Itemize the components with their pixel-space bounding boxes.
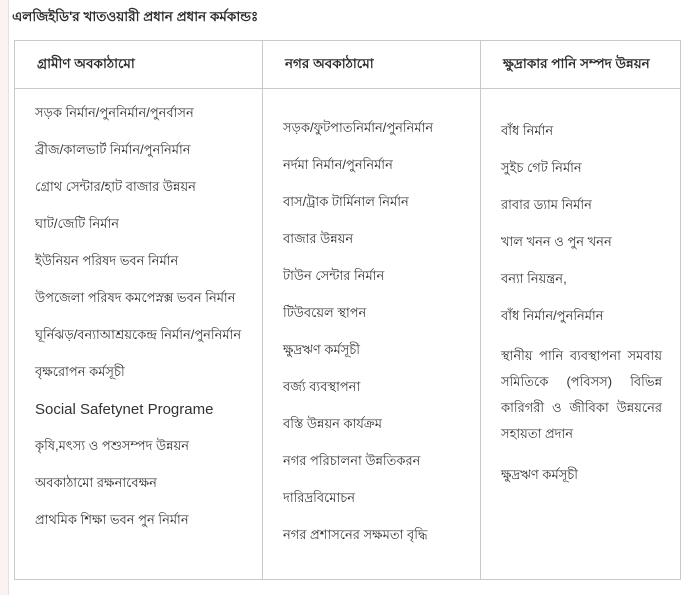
water-resources-cell <box>481 89 681 580</box>
activity-item: টাউন সেন্টার নির্মান <box>283 268 385 283</box>
activity-item: প্রাথমিক শিক্ষা ভবন পুন নির্মান <box>35 512 189 527</box>
activity-item: নগর প্রশাসনের সক্ষমতা বৃদ্ধি <box>283 527 428 542</box>
left-margin-divider <box>0 0 9 595</box>
activity-item: সড়ক নির্মান/পুননির্মান/পুনর্বাসন <box>35 105 194 120</box>
activity-item: বাস/ট্রাক টার্মিনাল নির্মান <box>283 194 409 209</box>
activity-item: Social Safetynet Programe <box>35 401 214 418</box>
activity-item: গ্রোথ সেন্টার/হাট বাজার উন্নয়ন <box>35 179 196 194</box>
column-header-rural-infrastructure: গ্রামীণ অবকাঠামো <box>15 41 263 89</box>
activity-item: সুইচ গেট নির্মান <box>501 160 582 175</box>
activity-item: সড়ক/ফুটপাতনির্মান/পুননির্মান <box>283 120 434 135</box>
activity-item: উপজেলা পরিষদ কমপেস্নক্স ভবন নির্মান <box>35 290 236 305</box>
activity-item: স্থানীয় পানি ব্যবস্থাপনা সমবায় সমিতিকে (পবিসস) বিভিন্ন কারিগরী ও জীবিকা উন্নয়নের সহায়তা প্রদান <box>501 348 662 441</box>
activity-item: অবকাঠামো রক্ষনাবেক্ষন <box>35 475 157 490</box>
activity-item: টিউবয়েল স্থাপন <box>283 305 367 320</box>
table-body-row <box>15 89 681 580</box>
activity-item: কৃষি,মৎস্য ও পশুসম্পদ উন্নয়ন <box>35 438 189 453</box>
activity-item: খাল খনন ও পুন খনন <box>501 234 612 249</box>
activity-item: বস্তি উন্নয়ন কার্যক্রম <box>283 416 382 431</box>
activity-item: নগর পরিচালনা উন্নতিকরন <box>283 453 421 468</box>
column-header-urban-infrastructure: নগর অবকাঠামো <box>263 41 481 89</box>
activity-item: নর্দমা নির্মান/পুননির্মান <box>283 157 393 172</box>
activity-item: ঘাট/জেটি নির্মান <box>35 216 120 231</box>
activity-item: ইউনিয়ন পরিষদ ভবন নির্মান <box>35 253 179 268</box>
activity-item: রাবার ড্যাম নির্মান <box>501 197 592 212</box>
activity-item: বাঁধ নির্মান <box>501 123 554 138</box>
page-title: এলজিইডি'র খাতওয়ারী প্রধান প্রধান কর্মকান্ডঃ <box>12 9 259 24</box>
activity-item: বাঁধ নির্মান/পুননির্মান <box>501 308 604 323</box>
activity-item: বর্জ্য ব্যবস্থাপনা <box>283 379 361 394</box>
activity-item: দারিদ্রবিমোচন <box>283 490 356 505</box>
activity-item: ক্ষুদ্রঋণ কর্মসূচী <box>283 342 361 357</box>
table-header-row <box>15 41 681 89</box>
activity-item: ক্ষুদ্রঋণ কর্মসূচী <box>501 467 579 482</box>
activity-item: বৃক্ষরোপন কর্মসূচী <box>35 364 125 379</box>
activity-item: ঘূর্নিঝড়/বন্যাআশ্রয়কেন্দ্র নির্মান/পুননির্মান <box>35 327 242 342</box>
rural-infrastructure-cell <box>15 89 263 580</box>
column-header-water-resources: ক্ষুদ্রাকার পানি সম্পদ উন্নয়ন <box>481 41 681 89</box>
activity-item: বাজার উন্নয়ন <box>283 231 354 246</box>
urban-infrastructure-cell <box>263 89 481 580</box>
activity-item: বন্যা নিয়ন্ত্রন, <box>501 271 567 286</box>
activity-item: ব্রীজ/কালভার্ট নির্মান/পুননির্মান <box>35 142 191 157</box>
activities-table <box>14 40 681 580</box>
